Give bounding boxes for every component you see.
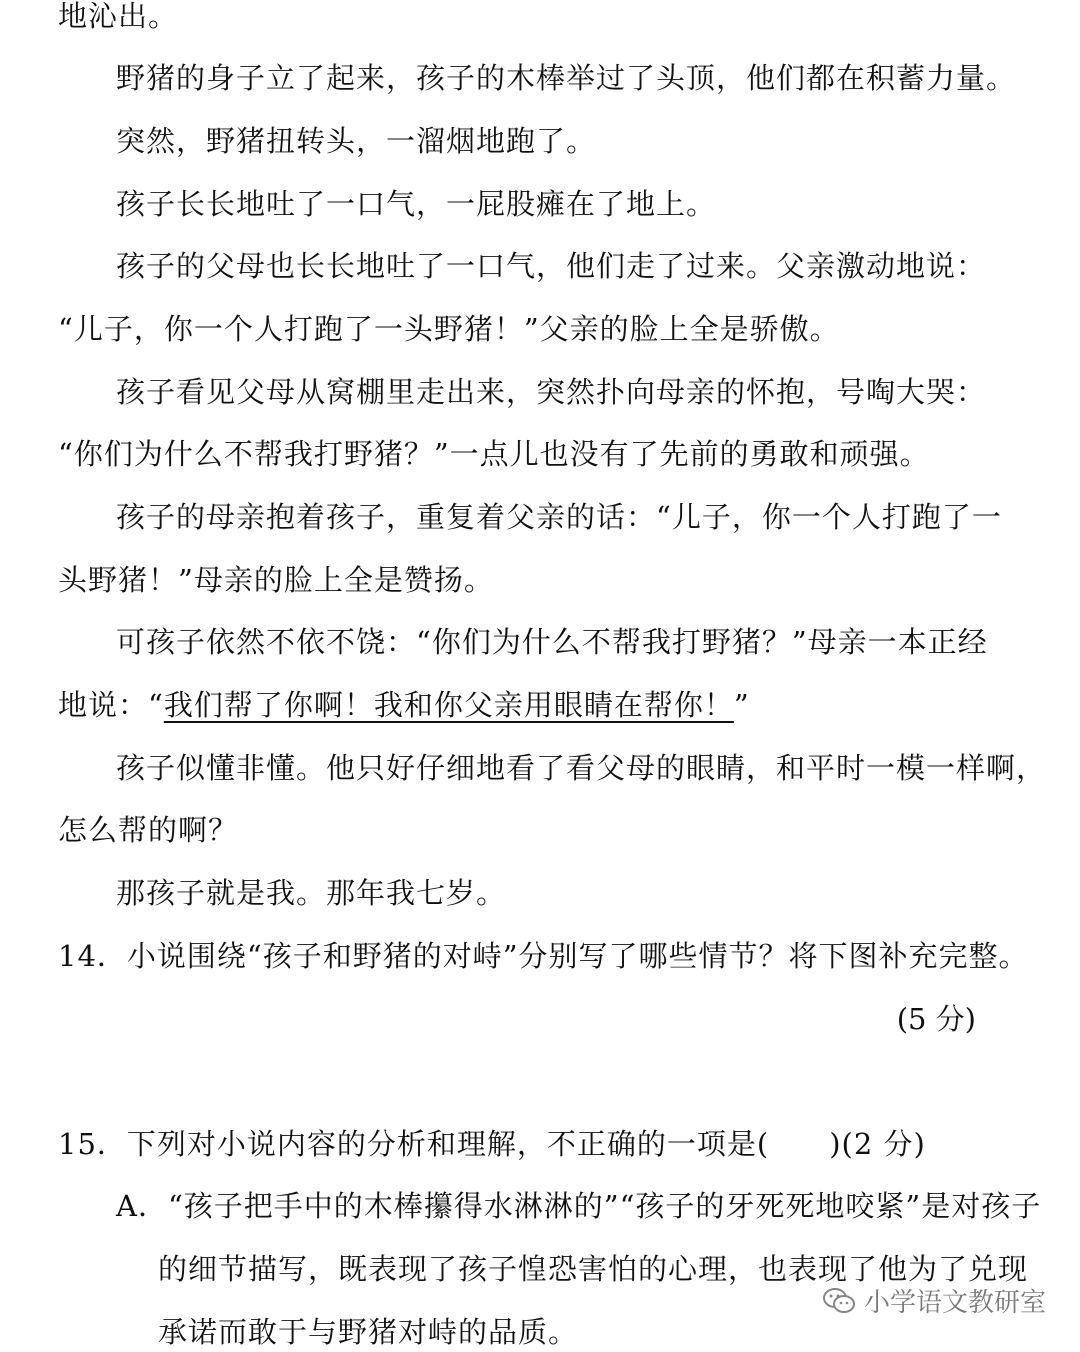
watermark bbox=[822, 1282, 1046, 1319]
passage-line: 孩子的母亲抱着孩子，重复着父亲的话：“儿子，你一个人打跑了一 bbox=[116, 500, 1002, 534]
question-14-score: (5 分) bbox=[896, 1002, 976, 1036]
option-a-line: 的细节描写，既表现了孩子惶恐害怕的心理，也表现了他为了兑现 bbox=[158, 1252, 1029, 1286]
option-a-line: 承诺而敢于与野猪对峙的品质。 bbox=[158, 1315, 579, 1349]
option-a-line: A．“孩子把手中的木棒攥得水淋淋的”“孩子的牙死死地咬紧”是对孩子 bbox=[116, 1189, 1042, 1223]
passage-line: 那孩子就是我。那年我七岁。 bbox=[116, 876, 507, 910]
passage-line: 突然，野猪扭转头，一溜烟地跑了。 bbox=[116, 124, 597, 158]
passage-line: “儿子，你一个人打跑了一头野猪！”父亲的脸上全是骄傲。 bbox=[58, 312, 840, 346]
question-15: 15．下列对小说内容的分析和理解，不正确的一项是( )(2 分) bbox=[58, 1127, 926, 1161]
passage-line: 孩子看见父母从窝棚里走出来，突然扑向母亲的怀抱，号啕大哭： bbox=[116, 375, 987, 409]
passage-line: 地沁出。 bbox=[58, 0, 179, 33]
watermark-text: 小学语文教研室 bbox=[863, 1288, 1046, 1318]
passage-line: 孩子的父母也长长地吐了一口气，他们走了过来。父亲激动地说： bbox=[116, 249, 987, 283]
passage-line: 头野猪！”母亲的脸上全是赞扬。 bbox=[58, 563, 494, 597]
passage-line: 可孩子依然不依不饶：“你们为什么不帮我打野猪？”母亲一本正经 bbox=[116, 625, 988, 659]
question-14: 14．小说围绕“孩子和野猪的对峙”分别写了哪些情节？将下图补充完整。 bbox=[58, 939, 1029, 973]
passage-line: 孩子长长地吐了一口气，一屁股瘫在了地上。 bbox=[116, 187, 717, 221]
passage-text: 地说：“ bbox=[58, 688, 164, 722]
passage-line: 野猪的身子立了起来，孩子的木棒举过了头顶，他们都在积蓄力量。 bbox=[116, 61, 1017, 95]
passage-line: “你们为什么不帮我打野猪？”一点儿也没有了先前的勇敢和顽强。 bbox=[58, 437, 930, 471]
passage-text: ” bbox=[733, 688, 750, 722]
wechat-icon bbox=[822, 1286, 856, 1316]
passage-line: 怎么帮的啊？ bbox=[58, 813, 239, 847]
underlined-quote: 我们帮了你啊！我和你父亲用眼睛在帮你！ bbox=[163, 688, 734, 722]
passage-line: 孩子似懂非懂。他只好仔细地看了看父母的眼睛，和平时一模一样啊， bbox=[116, 751, 1047, 785]
passage-line-underlined-sentence bbox=[58, 685, 750, 725]
